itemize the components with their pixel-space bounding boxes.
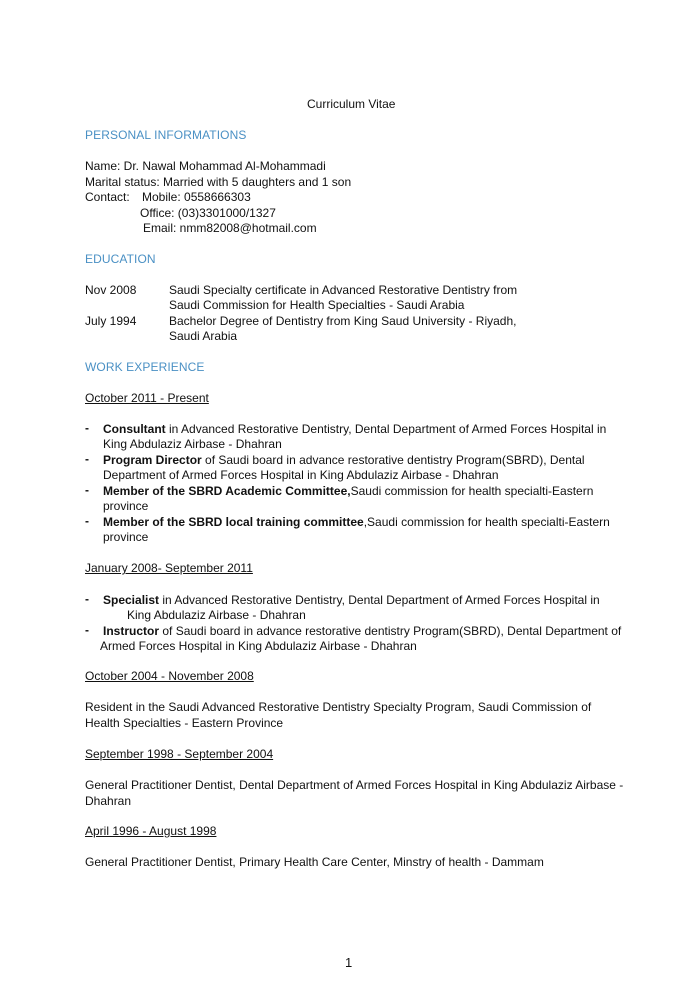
bullet-text: in Advanced Restorative Dentistry, Dental Department of Armed Forces Hospital in [165,422,607,436]
contact-label: Contact: [85,190,130,204]
bullet-dash: - [85,514,89,528]
bullet-dash: - [85,421,89,435]
education-line: Bachelor Degree of Dentistry from King Saud University - Riyadh, [169,314,517,328]
bullet-dash: - [85,483,89,497]
contact-office: Office: (03)3301000/1327 [140,206,276,220]
work-description: Resident in the Saudi Advanced Restorative Dentistry Specialty Program, Saudi Commission of [85,700,592,714]
document-title: Curriculum Vitae [307,97,396,111]
work-description: Dhahran [85,794,132,808]
bullet-role: Member of the SBRD Academic Committee, [103,484,351,498]
education-line: Saudi Arabia [169,329,238,343]
bullet-role: Program Director [103,453,202,467]
section-heading-education: EDUCATION [85,252,156,266]
work-bullet [103,453,585,468]
personal-marital-status: Marital status: Married with 5 daughters and 1 son [85,175,352,189]
work-bullet [103,515,610,530]
bullet-text: Saudi commission for health specialti-Eastern [350,484,594,498]
work-period: September 1998 - September 2004 [85,747,274,761]
bullet-text: ,Saudi commission for health specialti-Eastern [363,515,610,529]
work-bullet [103,484,593,499]
education-line: Saudi Specialty certificate in Advanced Restorative Dentistry from [169,283,518,297]
work-description: Health Specialties - Eastern Province [85,716,284,730]
bullet-continuation: King Abdulaziz Airbase - Dhahran [127,608,306,622]
section-heading-work: WORK EXPERIENCE [85,360,205,374]
work-description: General Practitioner Dentist, Dental Department of Armed Forces Hospital in King Abdulaziz Airbase - [85,778,624,792]
contact-email: Email: nmm82008@hotmail.com [143,221,317,235]
section-heading-personal: PERSONAL INFORMATIONS [85,128,247,142]
bullet-dash: - [85,452,89,466]
bullet-dash: - [85,623,89,637]
work-period: April 1996 - August 1998 [85,824,217,838]
education-date: Nov 2008 [85,283,137,297]
bullet-role: Consultant [103,422,166,436]
work-period: January 2008- September 2011 [85,561,253,575]
bullet-role: Specialist [103,593,160,607]
bullet-role: Member of the SBRD local training committee [103,515,364,529]
bullet-role: Instructor [103,624,160,638]
work-period: October 2011 - Present [85,391,209,405]
bullet-continuation: province [103,499,149,513]
work-bullet [103,593,600,608]
contact-mobile: Mobile: 0558666303 [142,190,251,204]
work-period: October 2004 - November 2008 [85,669,254,683]
work-bullet [103,422,606,437]
bullet-text: in Advanced Restorative Dentistry, Dental Department of Armed Forces Hospital in [159,593,600,607]
education-line: Saudi Commission for Health Specialties - Saudi Arabia [169,298,465,312]
bullet-continuation: King Abdulaziz Airbase - Dhahran [103,437,282,451]
page-number: 1 [345,955,353,970]
work-description: General Practitioner Dentist, Primary Health Care Center, Minstry of health - Dammam [85,855,544,869]
bullet-dash: - [85,592,89,606]
bullet-text: of Saudi board in advance restorative dentistry Program(SBRD), Dental [201,453,585,467]
work-bullet [103,624,621,639]
bullet-continuation: province [103,530,149,544]
personal-name: Name: Dr. Nawal Mohammad Al-Mohammadi [85,159,326,173]
bullet-continuation: Department of Armed Forces Hospital in King Abdulaziz Airbase - Dhahran [103,468,499,482]
bullet-continuation: Armed Forces Hospital in King Abdulaziz Airbase - Dhahran [100,639,417,653]
education-date: July 1994 [85,314,137,328]
bullet-text: of Saudi board in advance restorative dentistry Program(SBRD), Dental Department of [159,624,622,638]
